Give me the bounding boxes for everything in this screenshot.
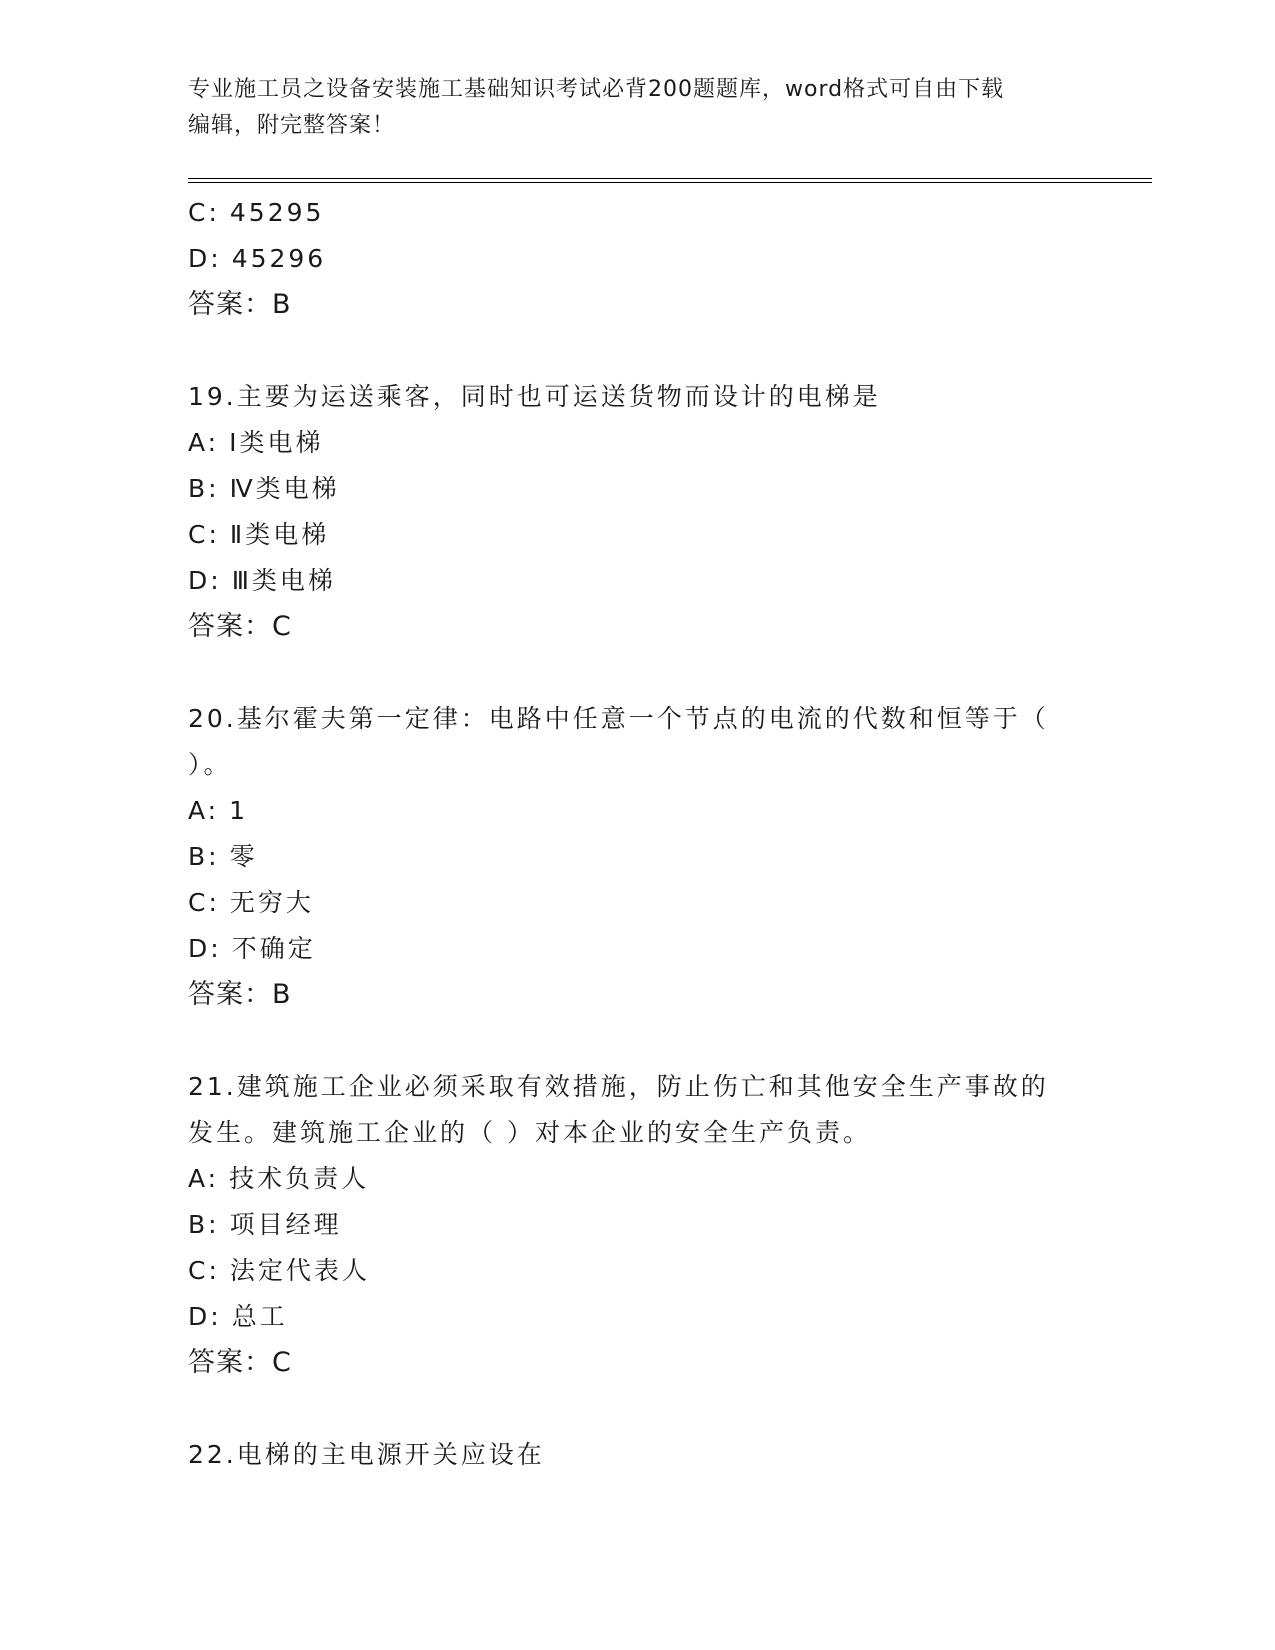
option-row xyxy=(188,1156,1108,1202)
question-text-line: 22.电梯的主电源开关应设在 xyxy=(188,1440,545,1469)
option-row xyxy=(188,1202,1108,1248)
option-row xyxy=(188,1294,1108,1340)
option-label: B: xyxy=(188,842,220,871)
question-19 xyxy=(188,374,1088,420)
option-text: Ⅲ类电梯 xyxy=(231,566,336,595)
spacer xyxy=(188,328,1108,374)
option-label: D: xyxy=(188,244,222,273)
option-label: C: xyxy=(188,888,220,917)
option-text: 项目经理 xyxy=(229,1210,342,1239)
option-label: C: xyxy=(188,1256,220,1285)
option-text: 零 xyxy=(229,842,258,871)
header-divider-bottom xyxy=(188,182,1152,183)
option-row xyxy=(188,236,1108,282)
answer-line: 答案：B xyxy=(188,979,292,1010)
option-label: A: xyxy=(188,796,220,825)
header-line-1: 专业施工员之设备安装施工基础知识考试必背200题题库，word格式可自由下载 xyxy=(188,77,1005,102)
answer-line: 答案：C xyxy=(188,611,292,642)
option-row xyxy=(188,512,1108,558)
option-row xyxy=(188,420,1108,466)
option-label: C: xyxy=(188,198,220,227)
spacer xyxy=(188,1386,1108,1432)
question-21 xyxy=(188,1064,1088,1156)
option-text: 技术负责人 xyxy=(229,1164,370,1193)
question-22 xyxy=(188,1432,1088,1478)
question-text-line: 19.主要为运送乘客，同时也可运送货物而设计的电梯是 xyxy=(188,382,881,411)
spacer xyxy=(188,1018,1108,1064)
option-label: B: xyxy=(188,1210,220,1239)
option-text: Ⅱ类电梯 xyxy=(229,520,330,549)
spacer xyxy=(188,650,1108,696)
option-label: D: xyxy=(188,934,222,963)
option-label: A: xyxy=(188,428,220,457)
option-row xyxy=(188,190,1108,236)
option-text: Ⅰ类电梯 xyxy=(229,428,324,457)
option-label: A: xyxy=(188,1164,220,1193)
option-row xyxy=(188,466,1108,512)
option-text: 无穷大 xyxy=(229,888,314,917)
question-text-line: ）。 xyxy=(188,750,232,779)
option-label: D: xyxy=(188,566,222,595)
option-text: 法定代表人 xyxy=(229,1256,370,1285)
document-header xyxy=(188,72,1088,144)
option-row xyxy=(188,834,1108,880)
option-label: B: xyxy=(188,474,220,503)
option-row xyxy=(188,926,1108,972)
question-20 xyxy=(188,696,1088,788)
option-label: C: xyxy=(188,520,220,549)
option-text: 总工 xyxy=(231,1302,288,1331)
answer-line: 答案：B xyxy=(188,289,292,320)
header-divider-top xyxy=(188,178,1152,179)
option-row xyxy=(188,1248,1108,1294)
option-text: 1 xyxy=(229,796,248,825)
option-text: 45296 xyxy=(231,244,327,273)
question-text-line: 20.基尔霍夫第一定律：电路中任意一个节点的电流的代数和恒等于（ xyxy=(188,704,1049,733)
header-line-2: 编辑，附完整答案！ xyxy=(188,113,396,138)
option-row xyxy=(188,788,1108,834)
answer-line: 答案：C xyxy=(188,1347,292,1378)
question-text-line: 21.建筑施工企业必须采取有效措施，防止伤亡和其他安全生产事故的 xyxy=(188,1072,1049,1101)
question-list xyxy=(188,190,1108,1478)
option-row xyxy=(188,558,1108,604)
option-text: Ⅳ类电梯 xyxy=(229,474,340,503)
option-text: 不确定 xyxy=(231,934,316,963)
option-row xyxy=(188,880,1108,926)
option-label: D: xyxy=(188,1302,222,1331)
question-text-line: 发生。建筑施工企业的（ ）对本企业的安全生产负责。 xyxy=(188,1118,871,1147)
option-text: 45295 xyxy=(229,198,325,227)
